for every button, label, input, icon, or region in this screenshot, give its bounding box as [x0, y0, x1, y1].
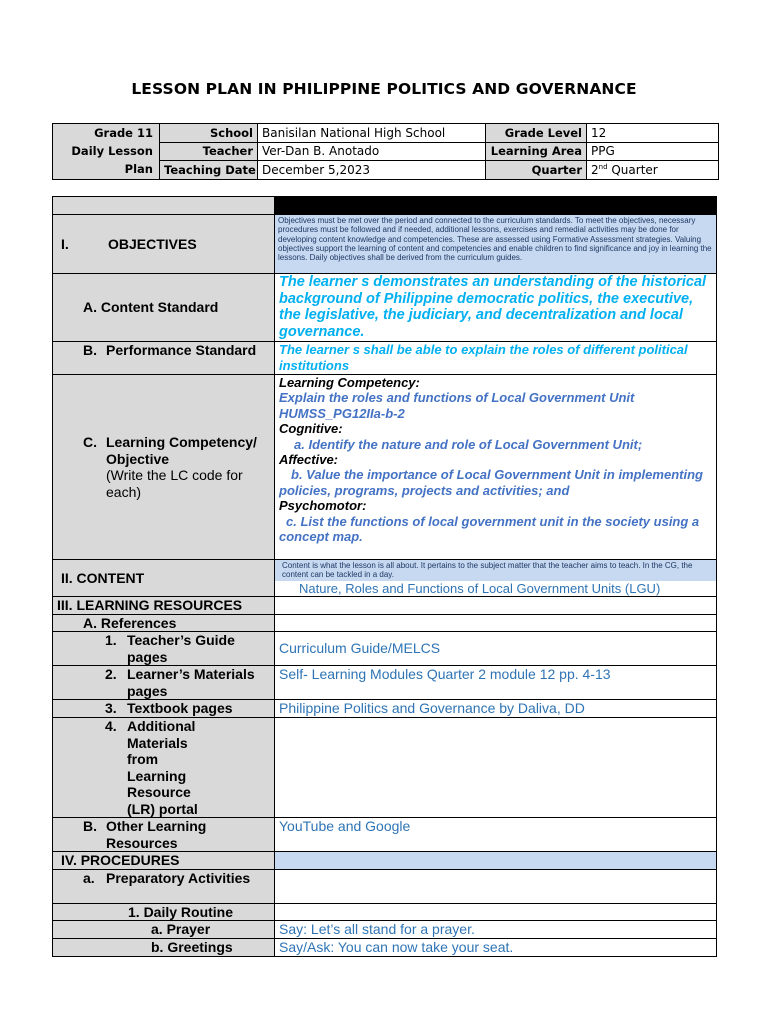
preparatory-empty	[275, 869, 717, 903]
cognitive-heading: Cognitive:	[279, 421, 343, 437]
teaching-date-label: Teaching Date	[160, 161, 258, 180]
preparatory-label: Preparatory Activities	[106, 869, 251, 886]
content-standard-label: A. Content Standard	[53, 274, 275, 342]
additional-materials-cell	[53, 718, 275, 818]
learners-materials-value: Self- Learning Modules Quarter 2 module 12 pp. 4-13	[275, 666, 717, 700]
lc-heading: Learning Competency:	[279, 375, 420, 390]
content-standard-value: The learner s demonstrates an understanding of the historical background of Philippine democratic politics, the executive, the legislative, the judiciary, and decentralization and local governance.	[275, 274, 717, 342]
other-resources-label: Other Learning Resources	[106, 818, 207, 851]
greetings-value: Say/Ask: You can now take your seat.	[275, 939, 717, 957]
affective-heading: Affective:	[279, 452, 339, 468]
additional-materials-num: 4.	[105, 718, 117, 734]
grade-block	[53, 124, 160, 180]
cognitive-text: a. Identify the nature and role of Local Government Unit;	[294, 436, 643, 452]
references-label: A. References	[53, 614, 275, 632]
daily-routine-empty	[275, 903, 717, 921]
teachers-guide-label: Teacher’s Guide pages	[127, 632, 235, 665]
page-title: LESSON PLAN IN PHILIPPINE POLITICS AND GOVERNANCE	[131, 80, 637, 98]
learning-area-value: PPG	[587, 142, 719, 161]
additional-materials-empty	[275, 718, 717, 818]
learning-area-label: Learning Area	[486, 142, 587, 161]
teachers-guide-cell	[53, 632, 275, 666]
performance-standard-label: Performance Standard	[106, 342, 257, 358]
daily-routine-label: 1. Daily Routine	[53, 903, 275, 921]
additional-materials-label: Additional Materials from Learning Resource (LR) portal	[127, 718, 198, 817]
objectives-note: Objectives must be met over the period and connected to the curriculum standards. To meet the objectives, necessary procedures must be followed and if needed, additional lessons, exercises and remedial activities may be done for developing content knowledge and competencies. These are assessed using Formative Assessment strategies. Valuing objectives support the learning of content and competencies and enable children to find significance and joy in learning the lessons. Daily objectives shall be derived from the curriculum guides.	[275, 215, 717, 274]
grade-level-label: Grade Level	[486, 124, 587, 143]
objectives-label: OBJECTIVES	[108, 235, 197, 252]
content-topic: Nature, Roles and Functions of Local Government Units (LGU)	[299, 580, 661, 596]
objectives-num: I.	[61, 235, 69, 252]
teacher-value: Ver-Dan B. Anotado	[258, 142, 486, 161]
lc-text: Explain the roles and functions of Local Government Unit	[279, 390, 635, 406]
prayer-value: Say: Let’s all stand for a prayer.	[275, 921, 717, 939]
grade-line: Daily Lesson	[71, 144, 153, 159]
lesson-plan-table	[52, 196, 717, 957]
textbook-cell	[53, 700, 275, 718]
psychomotor-heading: Psychomotor:	[279, 498, 367, 514]
greetings-label: b. Greetings	[53, 939, 275, 957]
quarter-number: 2	[591, 162, 599, 177]
teachers-guide-value: Curriculum Guide/MELCS	[275, 632, 717, 666]
lc-code: HUMSS_PG12IIa-b-2	[279, 405, 405, 421]
psychomotor-text: c. List the functions of local government unit in the society using a concept map.	[279, 513, 700, 545]
textbook-label: Textbook pages	[127, 700, 233, 716]
learners-materials-num: 2.	[105, 666, 117, 682]
content-note: Content is what the lesson is all about. It pertains to the subject matter that the teacher aims to teach. In the CG, the content can be tackled in a day.	[275, 560, 716, 581]
competency-cell	[53, 375, 275, 560]
competency-label: Learning Competency/Objective	[106, 434, 257, 467]
other-resources-value: YouTube and Google	[275, 818, 717, 852]
top-spacer-cell	[53, 197, 275, 215]
performance-standard-cell	[53, 342, 275, 375]
learners-materials-label: Learner’s Materials pages	[127, 666, 255, 699]
grade-line: Plan	[124, 162, 153, 177]
teacher-label: Teacher	[160, 142, 258, 161]
teachers-guide-num: 1.	[105, 632, 117, 648]
grade-level-value: 12	[587, 124, 719, 143]
other-resources-key: B.	[83, 818, 97, 834]
header-table	[52, 123, 719, 180]
objectives-heading	[53, 215, 275, 274]
affective-text: b. Value the importance of Local Government Unit in implementing policies, programs, projects and activities; and	[279, 467, 703, 498]
school-label: School	[160, 124, 258, 143]
quarter-label: Quarter	[486, 161, 587, 180]
quarter-value	[587, 161, 719, 180]
quarter-ordinal: nd	[598, 162, 608, 171]
references-empty	[275, 614, 717, 632]
learners-materials-cell	[53, 666, 275, 700]
quarter-word: Quarter	[611, 162, 658, 177]
top-black-bar	[275, 197, 717, 215]
content-cell	[275, 560, 717, 597]
competency-sub: (Write the LC code for each)	[106, 467, 243, 500]
performance-standard-value: The learner s shall be able to explain the roles of different political institutions	[275, 342, 717, 375]
school-value: Banisilan National High School	[258, 124, 486, 143]
learning-resources-empty	[275, 597, 717, 615]
teaching-date-value: December 5,2023	[258, 161, 486, 180]
grade-line: Grade 11	[94, 126, 153, 141]
content-heading: II. CONTENT	[53, 560, 275, 597]
preparatory-cell	[53, 869, 275, 903]
other-resources-cell	[53, 818, 275, 852]
competency-value	[275, 375, 717, 560]
competency-key: C.	[83, 434, 97, 450]
learning-resources-heading: III. LEARNING RESOURCES	[53, 597, 275, 615]
textbook-num: 3.	[105, 700, 117, 716]
textbook-value: Philippine Politics and Governance by Daliva, DD	[275, 700, 717, 718]
procedures-empty	[275, 852, 717, 870]
procedures-heading: IV. PROCEDURES	[53, 852, 275, 870]
performance-standard-key: B.	[83, 342, 97, 358]
prayer-label: a. Prayer	[53, 921, 275, 939]
preparatory-key: a.	[83, 869, 95, 886]
